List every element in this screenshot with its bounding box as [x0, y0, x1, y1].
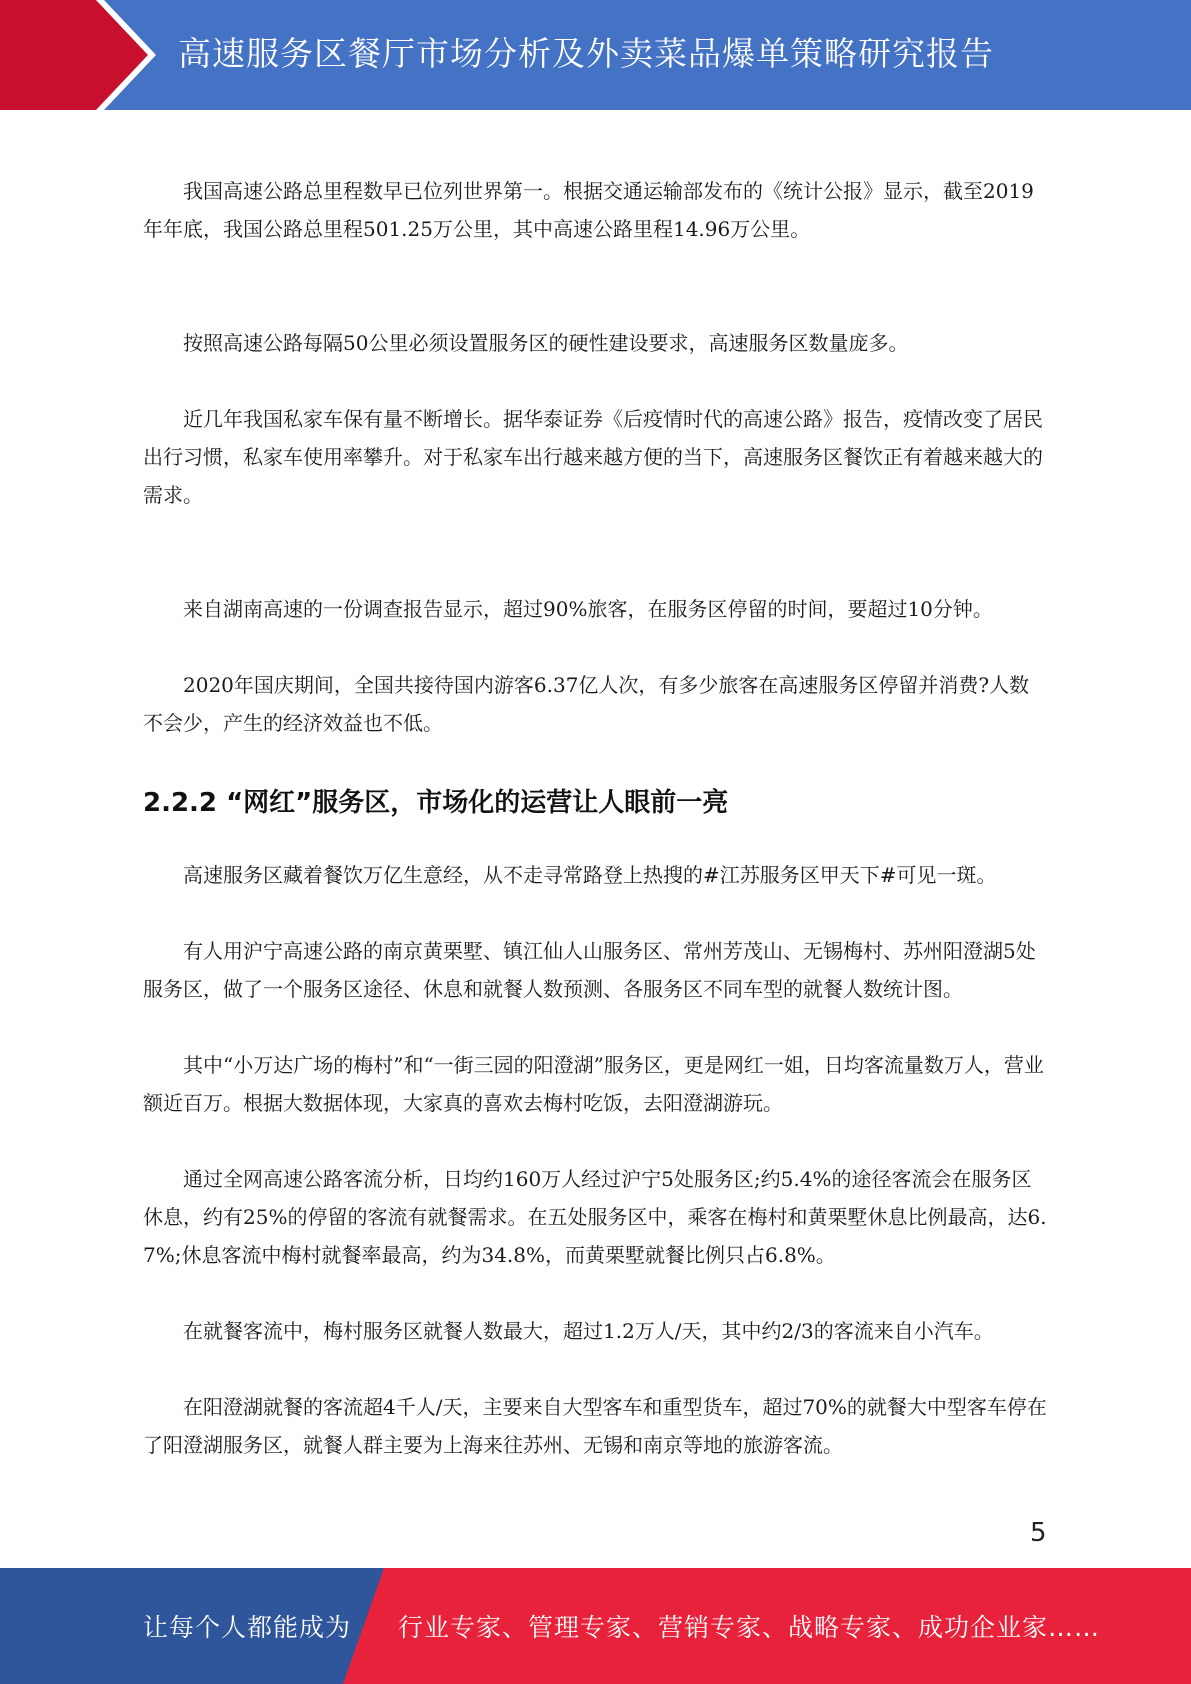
page-number: 5	[1030, 1518, 1047, 1548]
paragraph-huning-service-areas: 有人用沪宁高速公路的南京黄栗墅、镇江仙人山服务区、常州芳茂山、无锡梅村、苏州阳澄湖5处服务区，做了一个服务区途径、休息和就餐人数预测、各服务区不同车型的就餐人数统计图。	[143, 939, 1036, 1001]
footer-slogan-left: 让每个人都能成为	[143, 1613, 352, 1642]
paragraph-yangchenghu-diners: 在阳澄湖就餐的客流超4千人/天，主要来自大型客车和重型货车，超过70%的就餐大中型客车停在了阳澄湖服务区，就餐人群主要为上海来往苏州、无锡和南京等地的旅游客流。	[143, 1395, 1047, 1457]
paragraph-meicun-diners: 在就餐客流中，梅村服务区就餐人数最大，超过1.2万人/天，其中约2/3的客流来自小汽车。	[183, 1319, 994, 1343]
header-red-chevron	[0, 0, 148, 110]
page-header	[0, 0, 1191, 110]
footer-slogan-right: 行业专家、管理专家、营销专家、战略专家、成功企业家……	[398, 1613, 1101, 1642]
paragraph-highway-mileage: 我国高速公路总里程数早已位列世界第一。根据交通运输部发布的《统计公报》显示，截至2019年年底，我国公路总里程501.25万公里，其中高速公路里程14.96万公里。	[143, 179, 1034, 241]
paragraph-meicun-yangchenghu: 其中“小万达广场的梅村”和“一街三园的阳澄湖”服务区，更是网红一姐，日均客流量数万人，营业额近百万。根据大数据体现，大家真的喜欢去梅村吃饭，去阳澄湖游玩。	[143, 1053, 1044, 1115]
paragraph-jiangsu-hot-search: 高速服务区藏着餐饮万亿生意经，从不走寻常路登上热搜的#江苏服务区甲天下#可见一斑。	[183, 863, 997, 887]
page-footer	[0, 1568, 1191, 1684]
paragraph-hunan-survey: 来自湖南高速的一份调查报告显示，超过90%旅客，在服务区停留的时间，要超过10分钟。	[183, 597, 993, 621]
document-body	[143, 172, 1048, 1464]
paragraph-traffic-analysis: 通过全网高速公路客流分析，日均约160万人经过沪宁5处服务区;约5.4%的途径客流会在服务区休息，约有25%的停留的客流有就餐需求。在五处服务区中，乘客在梅村和黄栗墅休息比例最高，达6.7%;休息客流中梅村就餐率最高，约为34.8%，而黄栗墅就餐比例只占6.8%。	[143, 1167, 1047, 1267]
section-heading: 2.2.2 “网红”服务区，市场化的运营让人眼前一亮	[143, 788, 729, 818]
paragraph-private-cars: 近几年我国私家车保有量不断增长。据华泰证券《后疫情时代的高速公路》报告，疫情改变了居民出行习惯，私家车使用率攀升。对于私家车出行越来越方便的当下，高速服务区餐饮正有着越来越大的需求。	[143, 407, 1043, 507]
paragraph-national-day: 2020年国庆期间，全国共接待国内游客6.37亿人次，有多少旅客在高速服务区停留并消费?人数不会少，产生的经济效益也不低。	[143, 673, 1030, 735]
paragraph-service-area-requirement: 按照高速公路每隔50公里必须设置服务区的硬性建设要求，高速服务区数量庞多。	[183, 331, 909, 355]
report-title: 高速服务区餐厅市场分析及外卖菜品爆单策略研究报告	[178, 34, 994, 73]
